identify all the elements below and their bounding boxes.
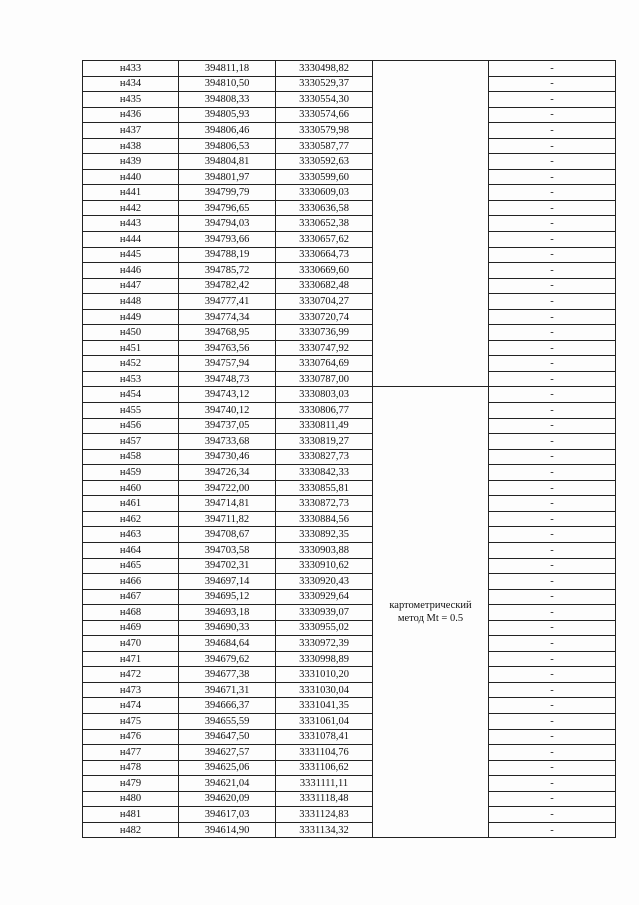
- table-row: [83, 745, 616, 761]
- note-cell: -: [489, 496, 616, 512]
- x-coordinate-cell: 394647,50: [179, 729, 276, 745]
- point-name-cell: н463: [83, 527, 179, 543]
- table-row: [83, 822, 616, 838]
- y-coordinate-cell: 3330657,62: [276, 232, 373, 248]
- table-row: [83, 107, 616, 123]
- table-row: [83, 527, 616, 543]
- note-cell: -: [489, 138, 616, 154]
- note-cell: -: [489, 185, 616, 201]
- x-coordinate-cell: 394768,95: [179, 325, 276, 341]
- note-cell: -: [489, 107, 616, 123]
- point-name-cell: н448: [83, 294, 179, 310]
- note-cell: -: [489, 527, 616, 543]
- table-row: [83, 620, 616, 636]
- table-row: [83, 511, 616, 527]
- x-coordinate-cell: 394782,42: [179, 278, 276, 294]
- point-name-cell: н440: [83, 169, 179, 185]
- table-row: [83, 574, 616, 590]
- x-coordinate-cell: 394684,64: [179, 636, 276, 652]
- point-name-cell: н460: [83, 480, 179, 496]
- point-name-cell: н457: [83, 434, 179, 450]
- point-name-cell: н439: [83, 154, 179, 170]
- point-name-cell: н447: [83, 278, 179, 294]
- point-name-cell: н469: [83, 620, 179, 636]
- table-row: [83, 698, 616, 714]
- x-coordinate-cell: 394708,67: [179, 527, 276, 543]
- table-row: [83, 403, 616, 419]
- point-name-cell: н465: [83, 558, 179, 574]
- table-row: [83, 558, 616, 574]
- note-cell: -: [489, 294, 616, 310]
- x-coordinate-cell: 394666,37: [179, 698, 276, 714]
- note-cell: -: [489, 745, 616, 761]
- y-coordinate-cell: 3330892,35: [276, 527, 373, 543]
- note-cell: -: [489, 61, 616, 77]
- y-coordinate-cell: 3331010,20: [276, 667, 373, 683]
- table-row: [83, 356, 616, 372]
- x-coordinate-cell: 394714,81: [179, 496, 276, 512]
- point-name-cell: н442: [83, 200, 179, 216]
- note-cell: -: [489, 682, 616, 698]
- x-coordinate-cell: 394722,00: [179, 480, 276, 496]
- table-row: [83, 682, 616, 698]
- y-coordinate-cell: 3331030,04: [276, 682, 373, 698]
- point-name-cell: н450: [83, 325, 179, 341]
- point-name-cell: н449: [83, 309, 179, 325]
- point-name-cell: н445: [83, 247, 179, 263]
- table-row: [83, 496, 616, 512]
- table-row: [83, 263, 616, 279]
- note-cell: -: [489, 340, 616, 356]
- note-cell: -: [489, 371, 616, 387]
- note-cell: -: [489, 776, 616, 792]
- table-row: [83, 76, 616, 92]
- point-name-cell: н482: [83, 822, 179, 838]
- table-row: [83, 713, 616, 729]
- table-row: [83, 729, 616, 745]
- y-coordinate-cell: 3330872,73: [276, 496, 373, 512]
- point-name-cell: н477: [83, 745, 179, 761]
- point-name-cell: н451: [83, 340, 179, 356]
- point-name-cell: н446: [83, 263, 179, 279]
- table-row: [83, 169, 616, 185]
- x-coordinate-cell: 394785,72: [179, 263, 276, 279]
- table-row: [83, 371, 616, 387]
- point-name-cell: н441: [83, 185, 179, 201]
- table-row: [83, 449, 616, 465]
- point-name-cell: н466: [83, 574, 179, 590]
- x-coordinate-cell: 394811,18: [179, 61, 276, 77]
- note-cell: -: [489, 263, 616, 279]
- table-row: [83, 247, 616, 263]
- note-cell: -: [489, 574, 616, 590]
- x-coordinate-cell: 394757,94: [179, 356, 276, 372]
- table-row: [83, 216, 616, 232]
- table-row: [83, 309, 616, 325]
- note-cell: -: [489, 511, 616, 527]
- note-cell: -: [489, 76, 616, 92]
- note-cell: -: [489, 200, 616, 216]
- point-name-cell: н467: [83, 589, 179, 605]
- method-label-line1: картометрический: [389, 600, 472, 612]
- x-coordinate-cell: 394743,12: [179, 387, 276, 403]
- x-coordinate-cell: 394748,73: [179, 371, 276, 387]
- y-coordinate-cell: 3330764,69: [276, 356, 373, 372]
- x-coordinate-cell: 394806,53: [179, 138, 276, 154]
- y-coordinate-cell: 3331134,32: [276, 822, 373, 838]
- note-cell: -: [489, 247, 616, 263]
- y-coordinate-cell: 3330736,99: [276, 325, 373, 341]
- y-coordinate-cell: 3330955,02: [276, 620, 373, 636]
- table-row: [83, 200, 616, 216]
- y-coordinate-cell: 3330811,49: [276, 418, 373, 434]
- x-coordinate-cell: 394730,46: [179, 449, 276, 465]
- note-cell: -: [489, 760, 616, 776]
- note-cell: -: [489, 542, 616, 558]
- point-name-cell: н435: [83, 92, 179, 108]
- point-name-cell: н458: [83, 449, 179, 465]
- point-name-cell: н470: [83, 636, 179, 652]
- note-cell: -: [489, 278, 616, 294]
- point-name-cell: н443: [83, 216, 179, 232]
- point-name-cell: н455: [83, 403, 179, 419]
- x-coordinate-cell: 394690,33: [179, 620, 276, 636]
- table-row: [83, 589, 616, 605]
- x-coordinate-cell: 394695,12: [179, 589, 276, 605]
- table-row: [83, 138, 616, 154]
- note-cell: -: [489, 791, 616, 807]
- y-coordinate-cell: 3330803,03: [276, 387, 373, 403]
- y-coordinate-cell: 3330498,82: [276, 61, 373, 77]
- y-coordinate-cell: 3330664,73: [276, 247, 373, 263]
- y-coordinate-cell: 3331061,04: [276, 713, 373, 729]
- x-coordinate-cell: 394799,79: [179, 185, 276, 201]
- x-coordinate-cell: 394671,31: [179, 682, 276, 698]
- x-coordinate-cell: 394788,19: [179, 247, 276, 263]
- note-cell: -: [489, 169, 616, 185]
- note-cell: -: [489, 713, 616, 729]
- y-coordinate-cell: 3330920,43: [276, 574, 373, 590]
- table-row: [83, 636, 616, 652]
- point-name-cell: н471: [83, 651, 179, 667]
- y-coordinate-cell: 3330929,64: [276, 589, 373, 605]
- table-row: [83, 154, 616, 170]
- x-coordinate-cell: 394693,18: [179, 605, 276, 621]
- x-coordinate-cell: 394774,34: [179, 309, 276, 325]
- note-cell: -: [489, 356, 616, 372]
- y-coordinate-cell: 3330787,00: [276, 371, 373, 387]
- note-cell: -: [489, 807, 616, 823]
- point-name-cell: н434: [83, 76, 179, 92]
- note-cell: -: [489, 465, 616, 481]
- x-coordinate-cell: 394733,68: [179, 434, 276, 450]
- y-coordinate-cell: 3331124,83: [276, 807, 373, 823]
- table-row: [83, 294, 616, 310]
- x-coordinate-cell: 394726,34: [179, 465, 276, 481]
- table-row: [83, 465, 616, 481]
- point-name-cell: н472: [83, 667, 179, 683]
- y-coordinate-cell: 3331118,48: [276, 791, 373, 807]
- note-cell: -: [489, 698, 616, 714]
- y-coordinate-cell: 3330592,63: [276, 154, 373, 170]
- x-coordinate-cell: 394796,65: [179, 200, 276, 216]
- y-coordinate-cell: 3330855,81: [276, 480, 373, 496]
- point-name-cell: н474: [83, 698, 179, 714]
- point-name-cell: н464: [83, 542, 179, 558]
- y-coordinate-cell: 3330636,58: [276, 200, 373, 216]
- y-coordinate-cell: 3331104,76: [276, 745, 373, 761]
- x-coordinate-cell: 394702,31: [179, 558, 276, 574]
- note-cell: -: [489, 232, 616, 248]
- table-row: [83, 760, 616, 776]
- y-coordinate-cell: 3330939,07: [276, 605, 373, 621]
- y-coordinate-cell: 3330972,39: [276, 636, 373, 652]
- x-coordinate-cell: 394655,59: [179, 713, 276, 729]
- table-row: [83, 651, 616, 667]
- table-row: [83, 123, 616, 139]
- x-coordinate-cell: 394804,81: [179, 154, 276, 170]
- x-coordinate-cell: 394740,12: [179, 403, 276, 419]
- y-coordinate-cell: 3330652,38: [276, 216, 373, 232]
- y-coordinate-cell: 3330704,27: [276, 294, 373, 310]
- x-coordinate-cell: 394805,93: [179, 107, 276, 123]
- x-coordinate-cell: 394763,56: [179, 340, 276, 356]
- x-coordinate-cell: 394777,41: [179, 294, 276, 310]
- table-row: [83, 480, 616, 496]
- x-coordinate-cell: 394627,57: [179, 745, 276, 761]
- x-coordinate-cell: 394614,90: [179, 822, 276, 838]
- table-row: [83, 61, 616, 77]
- method-cell-upper: [373, 61, 489, 387]
- table-row: [83, 340, 616, 356]
- coordinates-table-body: [83, 61, 616, 838]
- y-coordinate-cell: 3330884,56: [276, 511, 373, 527]
- note-cell: -: [489, 434, 616, 450]
- note-cell: -: [489, 651, 616, 667]
- y-coordinate-cell: 3330574,66: [276, 107, 373, 123]
- y-coordinate-cell: 3330827,73: [276, 449, 373, 465]
- point-name-cell: н462: [83, 511, 179, 527]
- note-cell: -: [489, 123, 616, 139]
- x-coordinate-cell: 394621,04: [179, 776, 276, 792]
- note-cell: -: [489, 216, 616, 232]
- y-coordinate-cell: 3330998,89: [276, 651, 373, 667]
- method-label-line2: метод Mt = 0.5: [397, 613, 464, 625]
- point-name-cell: н480: [83, 791, 179, 807]
- table-row: [83, 232, 616, 248]
- y-coordinate-cell: 3331106,62: [276, 760, 373, 776]
- point-name-cell: н478: [83, 760, 179, 776]
- table-row: [83, 667, 616, 683]
- note-cell: -: [489, 822, 616, 838]
- y-coordinate-cell: 3330682,48: [276, 278, 373, 294]
- x-coordinate-cell: 394711,82: [179, 511, 276, 527]
- note-cell: -: [489, 418, 616, 434]
- note-cell: -: [489, 558, 616, 574]
- x-coordinate-cell: 394620,09: [179, 791, 276, 807]
- y-coordinate-cell: 3330806,77: [276, 403, 373, 419]
- x-coordinate-cell: 394737,05: [179, 418, 276, 434]
- y-coordinate-cell: 3330842,33: [276, 465, 373, 481]
- point-name-cell: н476: [83, 729, 179, 745]
- note-cell: -: [489, 667, 616, 683]
- table-row: [83, 418, 616, 434]
- point-name-cell: н452: [83, 356, 179, 372]
- point-name-cell: н468: [83, 605, 179, 621]
- x-coordinate-cell: 394697,14: [179, 574, 276, 590]
- point-name-cell: н459: [83, 465, 179, 481]
- point-name-cell: н461: [83, 496, 179, 512]
- table-row: [83, 278, 616, 294]
- x-coordinate-cell: 394703,58: [179, 542, 276, 558]
- point-name-cell: н453: [83, 371, 179, 387]
- note-cell: -: [489, 325, 616, 341]
- y-coordinate-cell: 3331111,11: [276, 776, 373, 792]
- x-coordinate-cell: 394801,97: [179, 169, 276, 185]
- point-name-cell: н473: [83, 682, 179, 698]
- y-coordinate-cell: 3330819,27: [276, 434, 373, 450]
- y-coordinate-cell: 3330529,37: [276, 76, 373, 92]
- point-name-cell: н475: [83, 713, 179, 729]
- x-coordinate-cell: 394808,33: [179, 92, 276, 108]
- y-coordinate-cell: 3330720,74: [276, 309, 373, 325]
- table-row: [83, 387, 616, 403]
- point-name-cell: н479: [83, 776, 179, 792]
- table-row: [83, 185, 616, 201]
- x-coordinate-cell: 394625,06: [179, 760, 276, 776]
- table-row: [83, 776, 616, 792]
- y-coordinate-cell: 3330609,03: [276, 185, 373, 201]
- x-coordinate-cell: 394810,50: [179, 76, 276, 92]
- x-coordinate-cell: 394794,03: [179, 216, 276, 232]
- point-name-cell: н444: [83, 232, 179, 248]
- x-coordinate-cell: 394806,46: [179, 123, 276, 139]
- table-row: [83, 605, 616, 621]
- table-row: [83, 434, 616, 450]
- y-coordinate-cell: 3330579,98: [276, 123, 373, 139]
- y-coordinate-cell: 3331078,41: [276, 729, 373, 745]
- point-name-cell: н454: [83, 387, 179, 403]
- y-coordinate-cell: 3331041,35: [276, 698, 373, 714]
- note-cell: -: [489, 480, 616, 496]
- point-name-cell: н456: [83, 418, 179, 434]
- note-cell: -: [489, 92, 616, 108]
- note-cell: -: [489, 620, 616, 636]
- note-cell: -: [489, 605, 616, 621]
- point-name-cell: н433: [83, 61, 179, 77]
- note-cell: -: [489, 309, 616, 325]
- y-coordinate-cell: 3330747,92: [276, 340, 373, 356]
- point-name-cell: н436: [83, 107, 179, 123]
- coordinates-table: [82, 60, 616, 838]
- note-cell: -: [489, 154, 616, 170]
- method-cell-lower: [373, 387, 489, 838]
- note-cell: -: [489, 403, 616, 419]
- point-name-cell: н437: [83, 123, 179, 139]
- x-coordinate-cell: 394679,62: [179, 651, 276, 667]
- point-name-cell: н438: [83, 138, 179, 154]
- y-coordinate-cell: 3330669,60: [276, 263, 373, 279]
- table-row: [83, 542, 616, 558]
- x-coordinate-cell: 394617,03: [179, 807, 276, 823]
- table-row: [83, 791, 616, 807]
- y-coordinate-cell: 3330910,62: [276, 558, 373, 574]
- table-row: [83, 92, 616, 108]
- note-cell: -: [489, 387, 616, 403]
- note-cell: -: [489, 449, 616, 465]
- x-coordinate-cell: 394793,66: [179, 232, 276, 248]
- y-coordinate-cell: 3330554,30: [276, 92, 373, 108]
- note-cell: -: [489, 636, 616, 652]
- table-row: [83, 325, 616, 341]
- y-coordinate-cell: 3330599,60: [276, 169, 373, 185]
- table-row: [83, 807, 616, 823]
- point-name-cell: н481: [83, 807, 179, 823]
- y-coordinate-cell: 3330903,88: [276, 542, 373, 558]
- y-coordinate-cell: 3330587,77: [276, 138, 373, 154]
- x-coordinate-cell: 394677,38: [179, 667, 276, 683]
- note-cell: -: [489, 729, 616, 745]
- note-cell: -: [489, 589, 616, 605]
